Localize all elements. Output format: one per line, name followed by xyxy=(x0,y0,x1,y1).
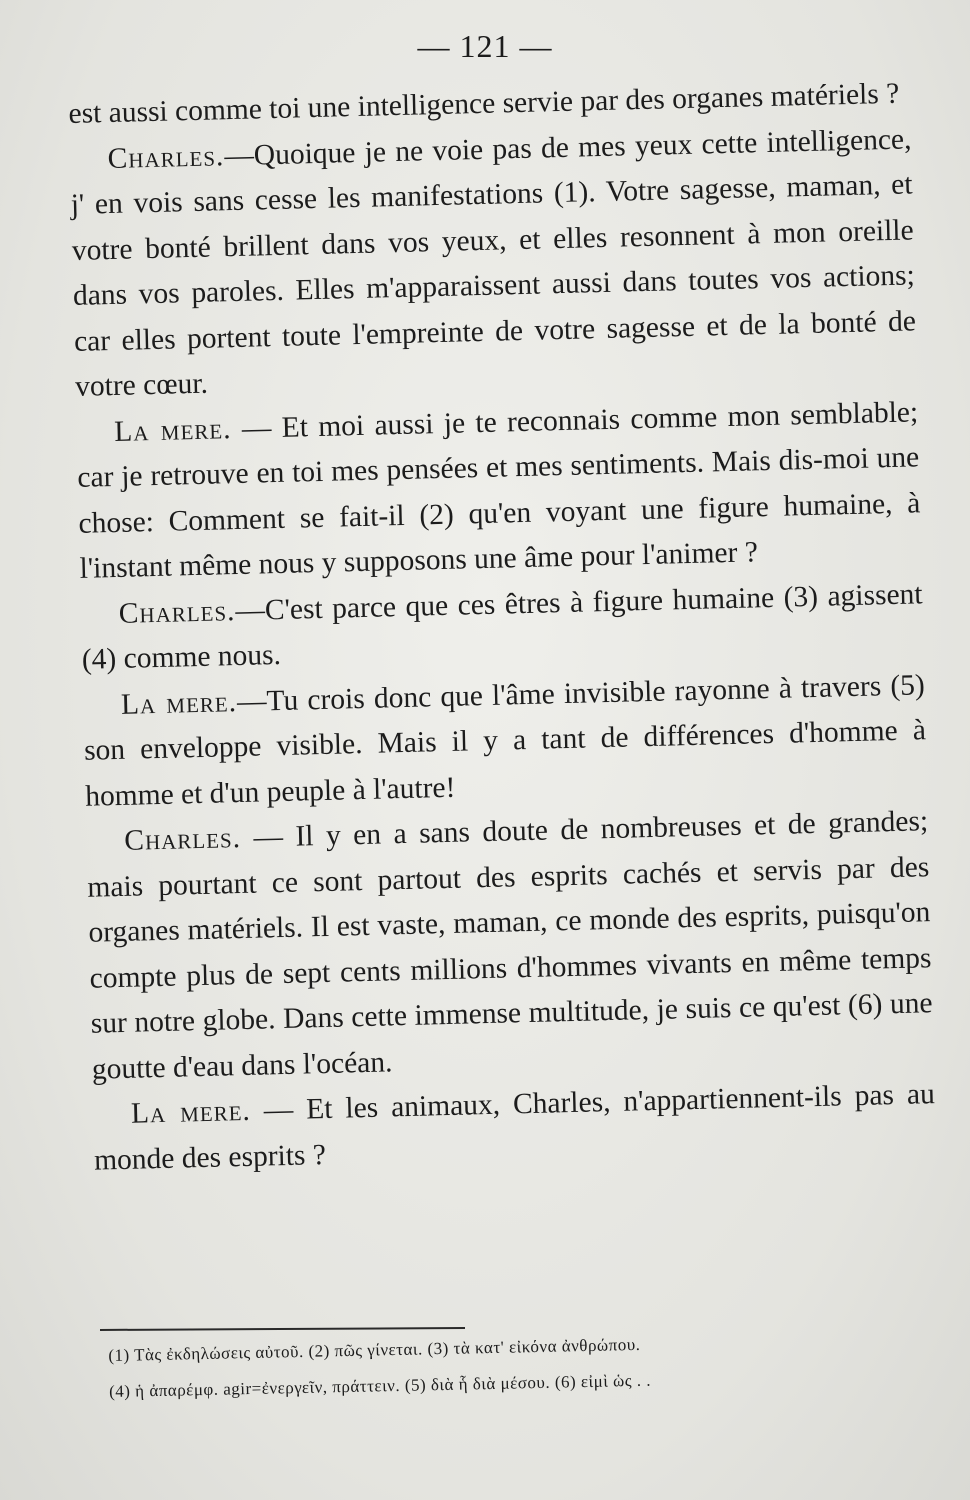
speaker-name: Charles. xyxy=(118,594,236,630)
speaker-name: La mere. xyxy=(113,412,232,448)
paragraph-1: est aussi comme toi une intelligence servie par des organes matériels ? xyxy=(68,77,900,130)
dialogue-text: —Tu crois donc que l'âme invisible rayonne à travers (5) son enveloppe visible. Mais il y a tant de différences d'homme à homme et d'un peuple à l'autre! xyxy=(83,668,927,813)
dialogue-text: —C'est parce que ces êtres à figure humaine (3) agissent (4) comme nous. xyxy=(81,577,923,676)
page-body xyxy=(68,71,936,1183)
dialogue-text: — Et moi aussi je te reconnais comme mon semblable; car je retrouve en toi mes pensées et mes sentiments. Mais dis-moi une chose: Comment se fait-il (2) qu'en voyant une figure humaine, à l'instant même nous y supposons une âme pour l'animer ? xyxy=(77,395,921,585)
paragraph-2 xyxy=(69,117,917,410)
dialogue-text: — Et les animaux, Charles, n'appartiennent-ils pas au monde des esprits ? xyxy=(93,1078,936,1177)
footnote-line-2: (4) ἡ ἀπαρέμφ. agir=ἐνεργεῖν, πράττειν. (5) διὰ ἧ διὰ μέσου. (6) εἰμὶ ὡς . . xyxy=(108,1370,652,1401)
dialogue-text: — Il y en a sans doute de nombreuses et de grandes; mais pourtant ce sont partout des esprits cachés et servis par des organes matériels. Il est vaste, maman, ce monde des esprits, puisqu'on compte plus de sept cents millions d'hommes vivants en même temps sur notre globe. Dans cette immense multitude, je suis ce qu'est (6) une goutte d'eau dans l'océan. xyxy=(87,805,933,1086)
speaker-name: La mere. xyxy=(130,1094,252,1130)
speaker-name: Charles. xyxy=(123,822,242,857)
dialogue-text: —Quoique je ne voie pas de mes yeux cette intelligence, j' en vois sans cesse les manifestations (1). Votre sagesse, maman, et votre bonté brillent dans vos yeux, et elles resonnent à mon oreille dans vos paroles. Elles m'apparaissent aussi dans toutes vos actions; car elles portent toute l'empreinte de votre sagesse et de la bonté de votre cœur. xyxy=(70,122,917,403)
page-number: — 121 — xyxy=(417,28,553,64)
speaker-name: Charles. xyxy=(107,139,225,175)
footnotes xyxy=(108,1321,939,1410)
paragraph-3 xyxy=(76,390,922,593)
footnote-divider xyxy=(100,1327,465,1331)
footnote-line-1: (1) Τὰς ἐκδηλώσεις αὐτοῦ. (2) πῶς γίνεται. (3) τὰ κατ' εἰκόνα ἀνθρώπου. xyxy=(108,1334,641,1365)
paragraph-5 xyxy=(82,663,927,820)
paragraph-7 xyxy=(92,1072,936,1184)
paragraph-6 xyxy=(86,799,934,1092)
speaker-name: La mere. xyxy=(120,685,238,721)
